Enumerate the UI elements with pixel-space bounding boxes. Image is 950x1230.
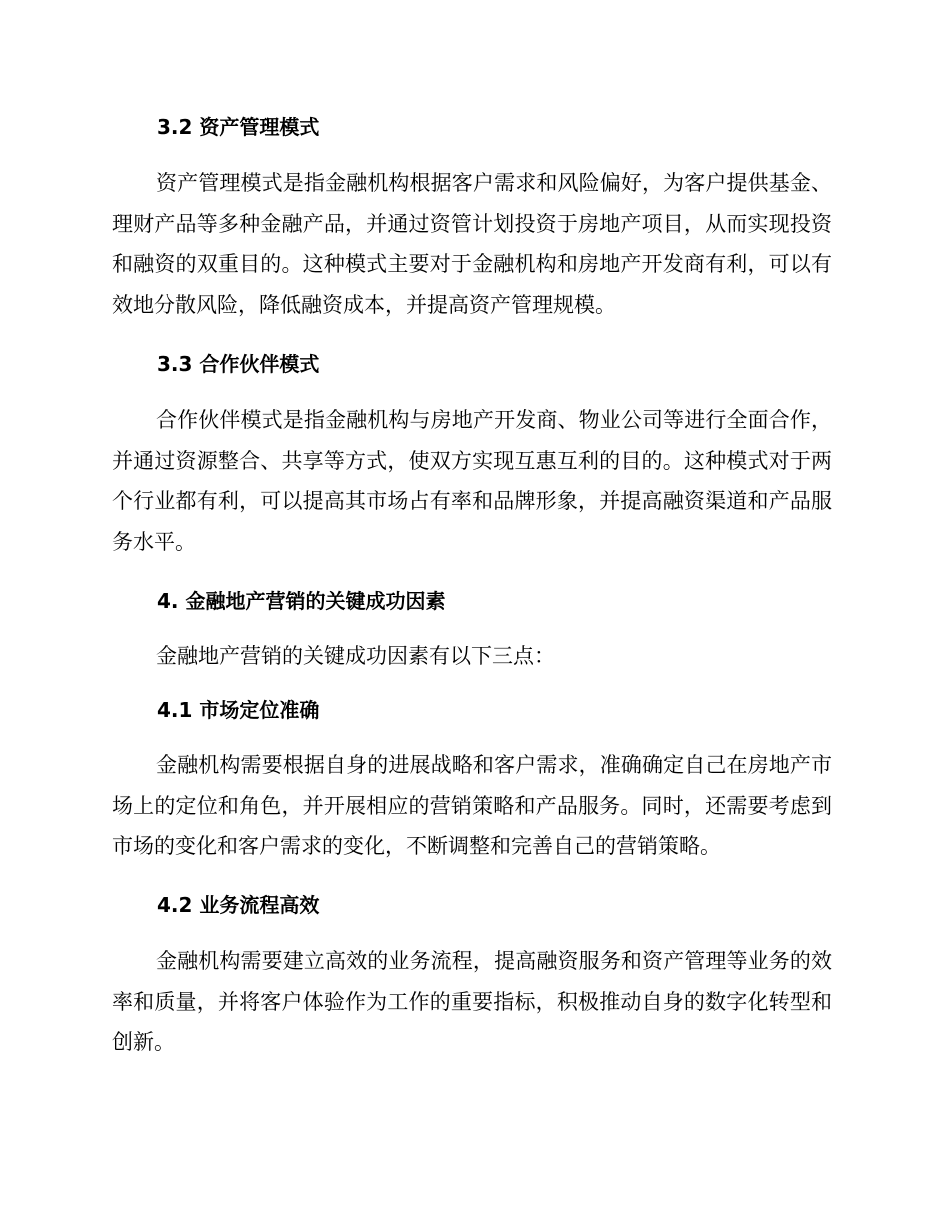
section-paragraph-3-3: 合作伙伴模式是指金融机构与房地产开发商、物业公司等进行全面合作，并通过资源整合、共享等方式，使双方实现互惠互利的目的。这种模式对于两个行业都有利，可以提高其市场占有率和品牌形象，并提高融资渠道和产品服务水平。	[112, 408, 832, 554]
section-heading-4: 4. 金融地产营销的关键成功因素	[157, 589, 446, 613]
section-paragraph-4-1: 金融机构需要根据自身的进展战略和客户需求，准确确定自己在房地产市场上的定位和角色，并开展相应的营销策略和产品服务。同时，还需要考虑到市场的变化和客户需求的变化，不断调整和完善自己的营销策略。	[112, 753, 832, 858]
section-paragraph-3-2: 资产管理模式是指金融机构根据客户需求和风险偏好，为客户提供基金、理财产品等多种金融产品，并通过资管计划投资于房地产项目，从而实现投资和融资的双重目的。这种模式主要对于金融机构和房地产开发商有利，可以有效地分散风险，降低融资成本，并提高资产管理规模。	[112, 171, 832, 317]
section-heading-4-2: 4.2 业务流程高效	[157, 893, 320, 917]
section-heading-3-2: 3.2 资产管理模式	[157, 115, 320, 139]
section-paragraph-4: 金融地产营销的关键成功因素有以下三点：	[156, 644, 555, 668]
section-heading-4-1: 4.1 市场定位准确	[157, 698, 320, 722]
section-heading-3-3: 3.3 合作伙伴模式	[157, 352, 320, 376]
section-paragraph-4-2: 金融机构需要建立高效的业务流程，提高融资服务和资产管理等业务的效率和质量，并将客户体验作为工作的重要指标，积极推动自身的数字化转型和创新。	[112, 949, 832, 1054]
